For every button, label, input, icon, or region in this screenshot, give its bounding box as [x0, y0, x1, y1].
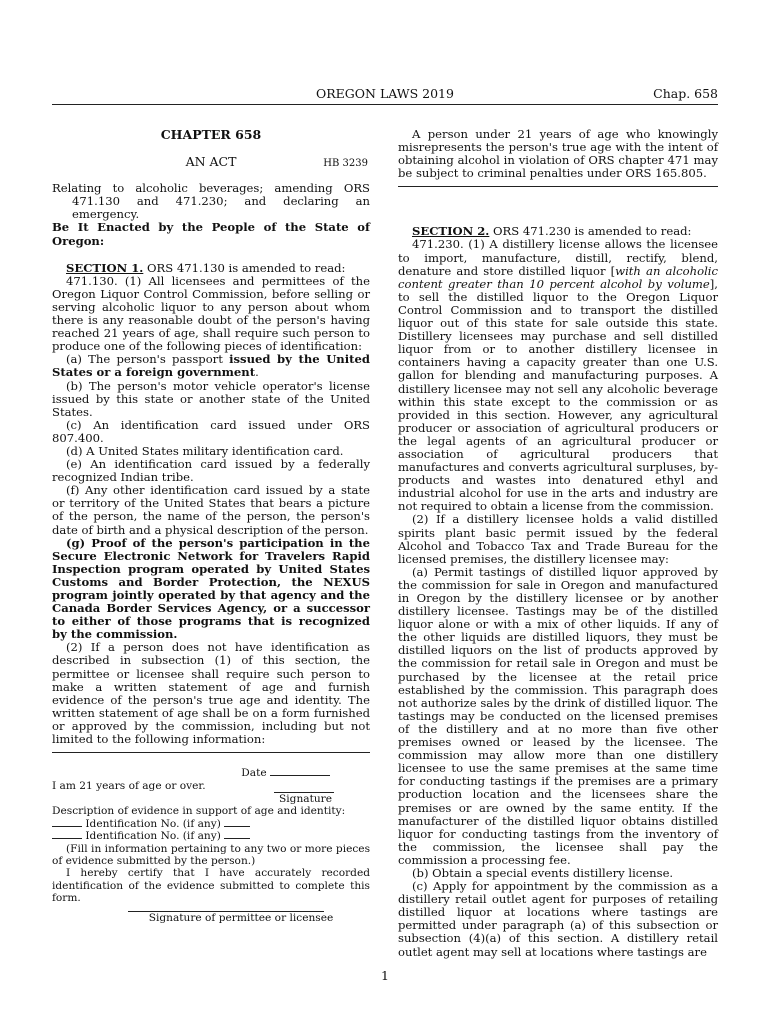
form-fill-note: (Fill in information pertaining to any two or more pieces of evidence submitted by the person.) — [52, 842, 370, 867]
chapter-title: CHAPTER 658 — [160, 127, 262, 142]
bill-number: HB 3239 — [323, 158, 368, 170]
item-a: (a) The person's passport issued by the United States or a foreign government. — [52, 352, 370, 380]
item-c: (c) An identification card issued under ORS 807.400. — [52, 417, 370, 445]
permittee-signature-label: Signature of permittee or licensee — [148, 911, 334, 924]
distillery-item-b: (b) Obtain a special events distillery license. — [412, 865, 674, 880]
age-statement-form — [52, 767, 370, 924]
item-e: (e) An identification card issued by a federally recognized Indian tribe. — [52, 457, 370, 485]
header-rule — [52, 104, 718, 105]
form-date-row — [52, 767, 370, 779]
subsection-2: (2) If a person does not have identification as described in subsection (1) of this section, the permittee or licensee shall require such person to make a written statement of age and furnish evidence of the person's true age and identity. The written statement of age shall be on a form furnished or approved by the commission, including but not limited to the following information: — [52, 640, 370, 747]
form-date-label: Date — [241, 767, 267, 780]
paragraph-471-230: 471.230. (1) A distillery license allows the licensee to import, manufacture, distill, rectify, blend, denature and store distilled liquor [with an alcoholic content greater than 10 percent alcohol by volume], to sell the distilled liquor to the Oregon Liquor Control Commission and to transport the distilled liquor out of this state for sale outside this state. Distillery licensees may purchase and sell distilled liquor from or to another distillery licensee in containers having a capacity greater than one U.S. gallon for blending and manufacturing purposes. A distillery licensee may not sell any alcoholic beverage within this state except to the commission or as provided in this section. However, any agricultural producer or association of agricultural producers or the legal agents of an agricultural producer or association of agricultural producers that manufactures and converts agricultural surpluses, by-products and wastes into denatured ethyl and industrial alcohol for use in the arts and industry are not required to obtain a license from the commission. — [398, 237, 718, 514]
header-chapter: Chap. 658 — [653, 86, 718, 101]
page-number: 1 — [381, 968, 389, 983]
section-2-label: SECTION 2. — [412, 224, 490, 239]
subsection-2-distillery: (2) If a distillery licensee holds a valid distilled spirits plant basic permit issued by the federal Alcohol and Tobacco Tax and Trade Bureau for the licensed premises, the distillery licensee may: — [398, 512, 718, 566]
form-age-statement: I am 21 years of age or over. — [52, 779, 206, 792]
distillery-item-c: (c) Apply for appointment by the commission as a distillery retail outlet agent for purposes of retailing distilled liquor at locations where tastings are permitted under paragraph (a) of this subsection or subsection (4)(a) of this section. A distillery retail outlet agent may sell at locations where tastings are — [398, 879, 718, 959]
section-1-label: SECTION 1. — [66, 260, 144, 275]
item-d: (d) A United States military identification card. — [66, 443, 344, 458]
item-g: (g) Proof of the person's participation in the Secure Electronic Network for Travelers Rapid Inspection program operated by United States Customs and Border Protection, the NEXUS program jointly operated by that agency and the Canada Border Services Agency, or a successor to either of those programs that is recognized by the commission. — [52, 535, 370, 642]
form-id-row-1: Identification No. (if any) — [52, 818, 370, 830]
minor-warning: A person under 21 years of age who knowingly misrepresents the person's true age with the intent of obtaining alcohol in violation of ORS chapter 471 may be subject to criminal penalties under ORS 165.805. — [398, 127, 718, 181]
header-title: OREGON LAWS 2019 — [316, 86, 454, 101]
paragraph-471-130: 471.130. (1) All licensees and permittees of the Oregon Liquor Control Commission, before selling or serving alcoholic liquor to any person about whom there is any reasonable doubt of the person's having reached 21 years of age, shall require such person to produce one of the following pieces of identification: — [52, 273, 370, 354]
act-title-row — [52, 155, 370, 168]
right-column — [398, 128, 718, 959]
left-column — [52, 128, 370, 924]
form-description: Description of evidence in support of age and identity: — [52, 805, 346, 818]
enacting-clause: Be It Enacted by the People of the State of Oregon: — [52, 220, 370, 248]
form-id-row-2: Identification No. (if any) — [52, 830, 370, 842]
distillery-item-a: (a) Permit tastings of distilled liquor approved by the commission for sale in Oregon and manufactured in Oregon by the distillery licensee or by another distillery licensee. Tastings may be of the distilled liquor alone or with a mix of other liquids. If any of the other liquids are distilled liquors, they must be distilled liquors on the list of products approved by the commission for retail sale in Oregon and must be purchased by the licensee at the retail price established by the commission. This paragraph does not authorize sales by the drink of distilled liquor. The tastings may be conducted on the licensed premises of the distillery and at no more than five other premises owned or leased by the licensee. The commission may allow more than one distillery licensee to use the same premises at the same time for conducting tastings if the premises are a primary production location and the licensees share the premises or are owned by the same entity. If the manufacturer of the distilled liquor obtains distilled liquor for conducting tastings from the inventory of the commission, the licensee shall pay the commission a processing fee. — [398, 564, 718, 867]
relating-clause: Relating to alcoholic beverages; amending ORS 471.130 and 471.230; and declaring an emergency. — [52, 181, 370, 222]
item-b: (b) The person's motor vehicle operator's license issued by this state or another state of the United States. — [52, 378, 370, 419]
form-certify: I hereby certify that I have accurately recorded identification of the evidence submitted to complete this form. — [52, 867, 370, 905]
act-title: AN ACT — [185, 154, 237, 170]
section-1-heading: SECTION 1. ORS 471.130 is amended to read: — [66, 260, 346, 275]
section-2-heading: SECTION 2. ORS 471.230 is amended to read: — [412, 224, 692, 239]
form-signature-label: Signature — [279, 792, 332, 805]
item-f: (f) Any other identification card issued by a state or territory of the United States that bears a picture of the person, the name of the person, the person's date of birth and a physical description of the person. — [52, 483, 370, 537]
